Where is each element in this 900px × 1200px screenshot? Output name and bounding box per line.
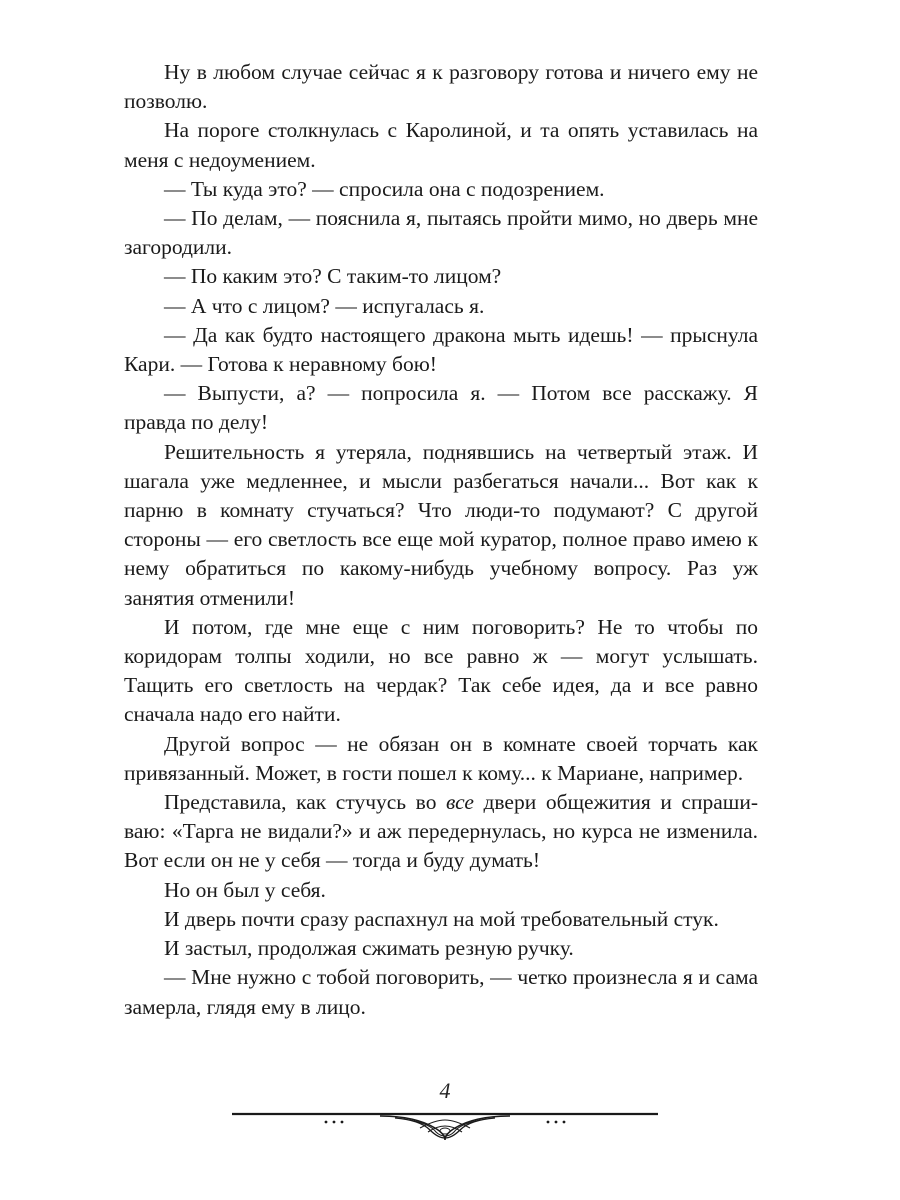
paragraph: — По делам, — пояснила я, пытаясь пройти мимо, но дверь мне загородили. <box>124 206 758 260</box>
paragraph: На пороге столкнулась с Каролиной, и та опять уставилась на меня с недоумением. <box>124 118 758 172</box>
paragraph-text: двери общежития и спрашиваю: «Тарга не видали?» и аж передернулась, но курса не изменила. Вот если он не у себя — тогда и буду думать! <box>124 790 758 873</box>
paragraph: — А что с лицом? — испугалась я. <box>164 293 485 318</box>
page-number: 4 <box>439 1078 451 1103</box>
paragraph: Ну в любом случае сейчас я к разговору готова и ничего ему не позволю. <box>124 60 758 114</box>
paragraph: — По каким это? С таким-то лицом? <box>164 264 502 289</box>
paragraph: — Выпусти, а? — попросила я. — Потом все расскажу. Я правда по делу! <box>124 381 758 435</box>
emphasized-word: все <box>446 790 474 815</box>
paragraph: И потом, где мне еще с ним поговорить? Не то чтобы по коридорам толпы ходили, но все равно ж — могут услышать. Тащить его светлость на чердак? Так себе идея, да и все равно сначала надо его найти. <box>124 614 758 727</box>
paragraph: — Мне нужно с тобой поговорить, — четко произнесла я и сама замерла, глядя ему в лицо. <box>124 965 758 1019</box>
page-footer <box>230 1078 660 1148</box>
page-body <box>124 58 758 1022</box>
paragraph: Другой вопрос — не обязан он в комнате своей торчать как привязанный. Может, в гости пошел к кому... к Мариане, например. <box>124 731 758 785</box>
paragraph-with-emphasis <box>124 788 758 876</box>
paragraph: И застыл, продолжая сжимать резную ручку. <box>164 936 574 961</box>
paragraph: И дверь почти сразу распахнул на мой требовательный стук. <box>164 906 719 931</box>
paragraph: — Ты куда это? — спросила она с подозрением. <box>164 176 605 201</box>
ornament-divider-icon <box>230 1106 660 1146</box>
paragraph-text: Представила, как стучусь во <box>164 790 447 815</box>
paragraph: Решительность я утеряла, поднявшись на четвертый этаж. И шагала уже медленнее, и мысли разбегаться начали... Вот как к парню в комнату стучаться? Что люди-то подумают? С другой стороны — его светлость все еще мой куратор, полное право имею к нему обратиться по какому-нибудь учебному вопросу. Раз уж занятия отменили! <box>124 439 758 610</box>
paragraph: Но он был у себя. <box>164 877 326 902</box>
paragraph: — Да как будто настоящего дракона мыть идешь! — прыснула Кари. — Готова к неравному бою! <box>124 322 758 377</box>
